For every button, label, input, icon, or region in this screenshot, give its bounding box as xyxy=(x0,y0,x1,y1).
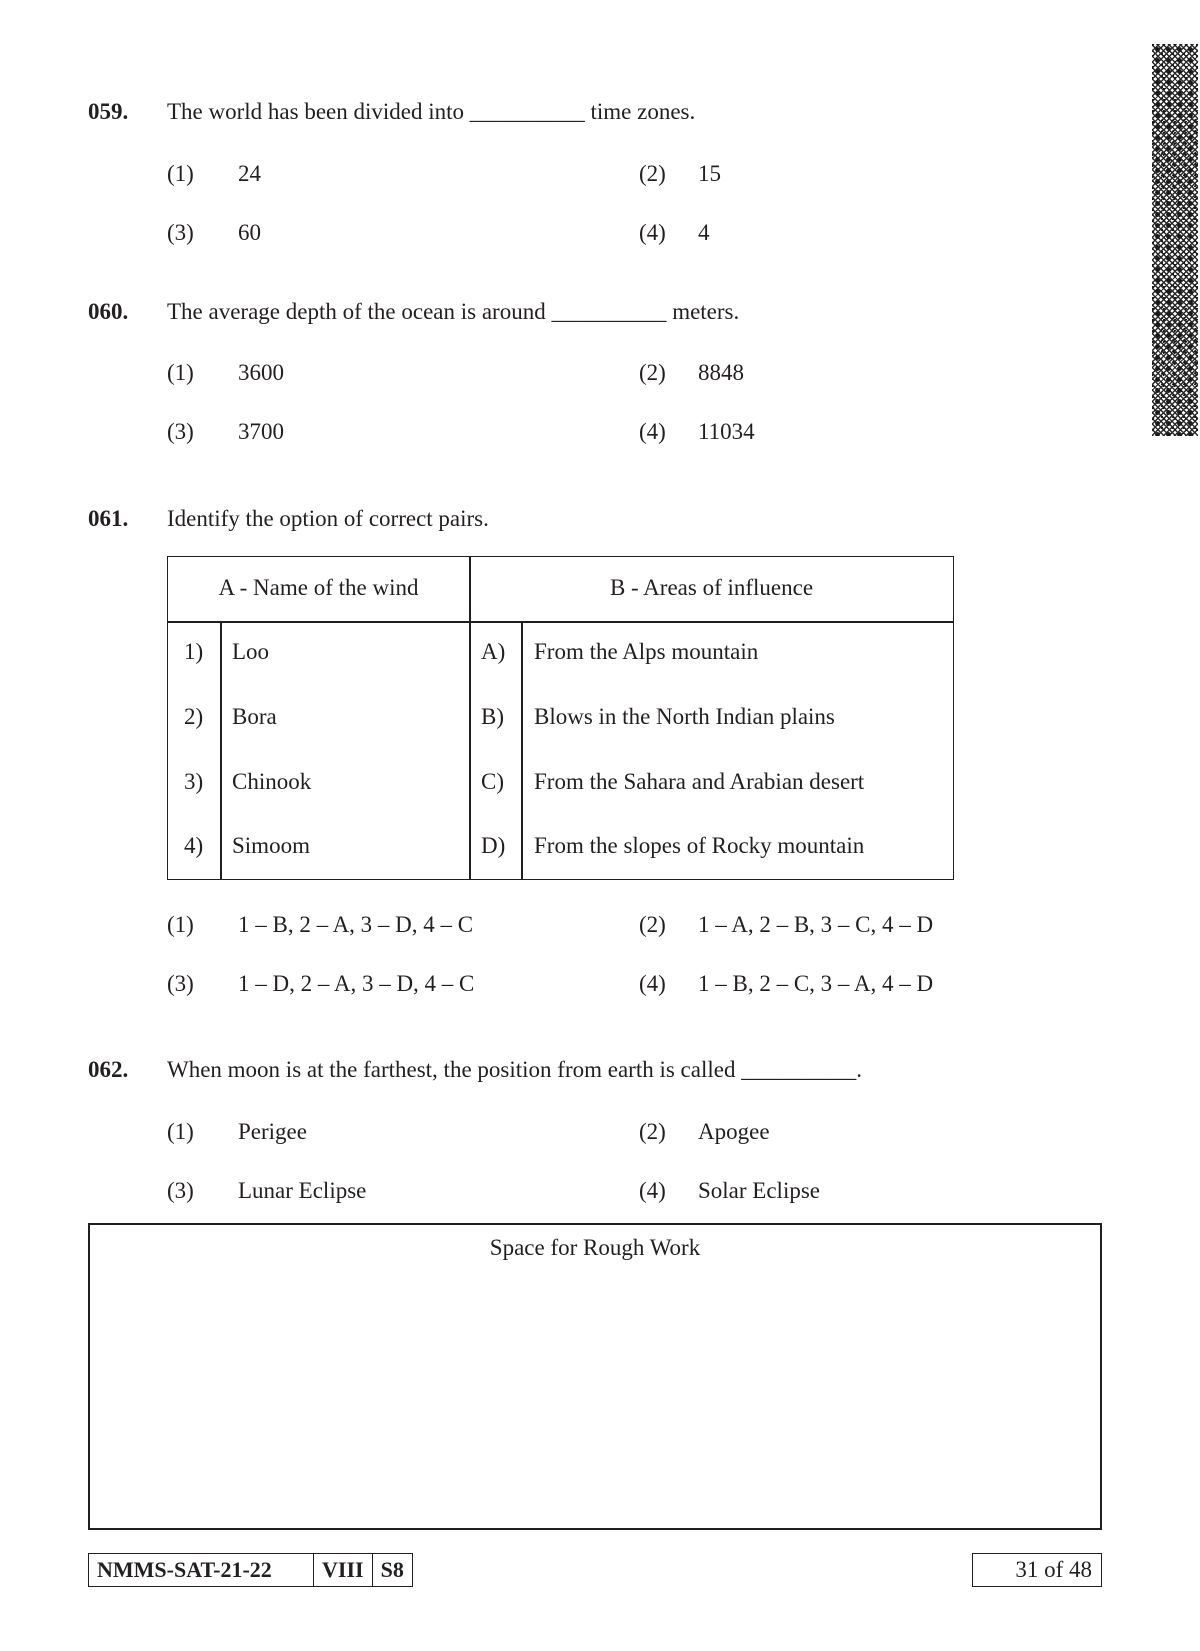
question-number: 059. xyxy=(88,99,129,124)
table-header-b: B - Areas of influence xyxy=(609,575,814,600)
option-number: (4) xyxy=(639,971,666,996)
option-number: (3) xyxy=(167,971,194,996)
option-number: (3) xyxy=(167,419,194,444)
table-divider xyxy=(168,621,953,623)
option-number: (1) xyxy=(167,161,194,186)
option-number: (1) xyxy=(167,360,194,385)
table-divider xyxy=(220,621,222,879)
table-row-b-num: D) xyxy=(481,833,506,858)
footer-code-box xyxy=(88,1553,413,1587)
option-value: 1 – A, 2 – B, 3 – C, 4 – D xyxy=(698,912,934,937)
table-row-a-num: 2) xyxy=(184,704,204,729)
table-row-a-text: Simoom xyxy=(232,833,310,858)
table-row-a-num: 1) xyxy=(184,639,204,664)
question-text: Identify the option of correct pairs. xyxy=(167,506,489,531)
option-value: 3700 xyxy=(238,419,284,444)
table-row-a-num: 3) xyxy=(184,769,204,794)
option-number: (4) xyxy=(639,1178,666,1203)
option-value: 1 – B, 2 – A, 3 – D, 4 – C xyxy=(238,912,474,937)
option-value: 1 – D, 2 – A, 3 – D, 4 – C xyxy=(238,971,475,996)
page-number: 31 of 48 xyxy=(972,1553,1102,1587)
option-number: (3) xyxy=(167,220,194,245)
match-table xyxy=(167,556,954,880)
table-divider xyxy=(521,621,523,879)
table-row-b-text: From the Sahara and Arabian desert xyxy=(534,769,865,794)
table-row-a-text: Bora xyxy=(232,704,277,729)
table-row-b-num: C) xyxy=(481,769,504,794)
option-value: 15 xyxy=(698,161,721,186)
table-row-a-text: Chinook xyxy=(232,769,312,794)
option-value: 1 – B, 2 – C, 3 – A, 4 – D xyxy=(698,971,934,996)
option-value: 8848 xyxy=(698,360,744,385)
option-number: (2) xyxy=(639,360,666,385)
table-header-a: A - Name of the wind xyxy=(218,575,419,600)
table-row-b-text: Blows in the North Indian plains xyxy=(534,704,835,729)
table-row-b-text: From the slopes of Rocky mountain xyxy=(534,833,865,858)
option-value: 24 xyxy=(238,161,261,186)
option-value: Lunar Eclipse xyxy=(238,1178,367,1203)
option-number: (4) xyxy=(639,419,666,444)
option-value: Perigee xyxy=(238,1119,307,1144)
set-label: S8 xyxy=(372,1554,412,1586)
option-number: (2) xyxy=(639,1119,666,1144)
table-row-a-text: Loo xyxy=(232,639,270,664)
question-number: 061. xyxy=(88,506,129,531)
option-value: 60 xyxy=(238,220,261,245)
table-divider xyxy=(469,557,471,879)
question-text: The world has been divided into __________ time zones. xyxy=(167,99,696,124)
option-number: (3) xyxy=(167,1178,194,1203)
option-value: 4 xyxy=(698,220,710,245)
option-value: 11034 xyxy=(698,419,755,444)
table-row-b-text: From the Alps mountain xyxy=(534,639,759,664)
table-row-b-num: B) xyxy=(481,704,504,729)
option-number: (1) xyxy=(167,912,194,937)
option-number: (2) xyxy=(639,161,666,186)
option-value: Solar Eclipse xyxy=(698,1178,820,1203)
option-number: (4) xyxy=(639,220,666,245)
option-value: Apogee xyxy=(698,1119,770,1144)
option-number: (2) xyxy=(639,912,666,937)
option-value: 3600 xyxy=(238,360,284,385)
rough-work-title: Space for Rough Work xyxy=(489,1235,701,1260)
question-number: 062. xyxy=(88,1057,129,1082)
rough-work-box xyxy=(88,1223,1102,1530)
option-number: (1) xyxy=(167,1119,194,1144)
table-row-a-num: 4) xyxy=(184,833,204,858)
question-number: 060. xyxy=(88,299,129,324)
exam-code: NMMS-SAT-21-22 xyxy=(97,1557,272,1582)
decorative-pattern-strip xyxy=(1152,44,1198,436)
class-label: VIII xyxy=(313,1554,372,1586)
table-row-b-num: A) xyxy=(481,639,506,664)
question-text: The average depth of the ocean is around __________ meters. xyxy=(167,299,740,324)
question-text: When moon is at the farthest, the position from earth is called __________. xyxy=(167,1057,862,1082)
